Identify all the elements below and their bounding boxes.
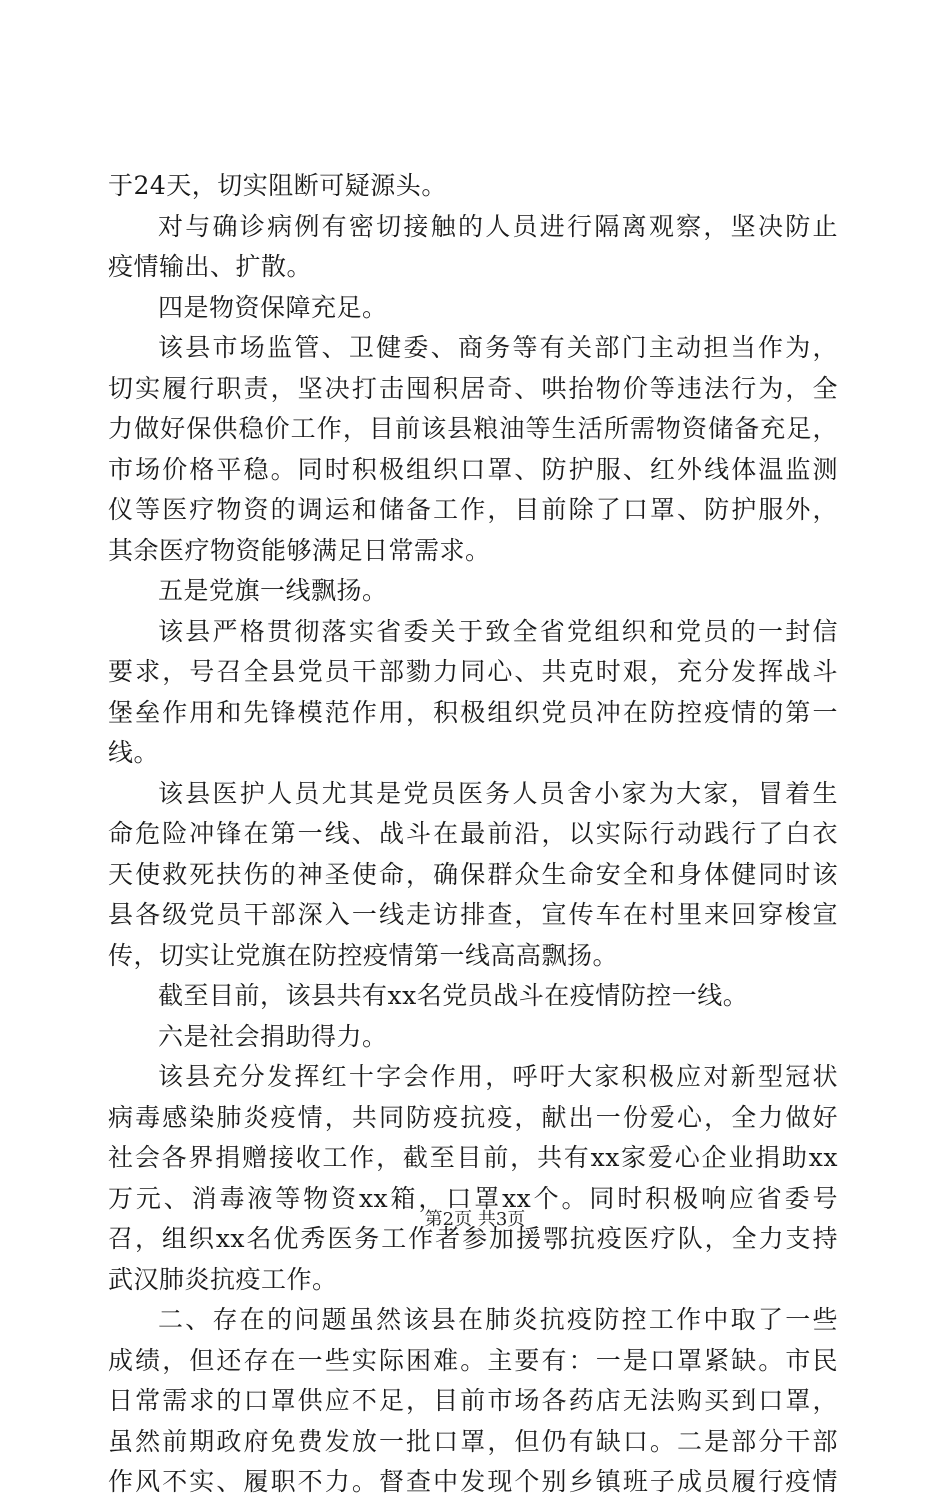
text-line: 该县医护人员尤其是党员医务人员舍小家为大家，冒着生	[158, 778, 838, 808]
text-line: 线。	[108, 738, 160, 767]
text-line: 武汉肺炎抗疫工作。	[108, 1264, 338, 1294]
text-line: 切实履行职责，坚决打击囤积居奇、哄抬物价等违法行为，全	[108, 373, 838, 403]
text-line: 县各级党员干部深入一线走访排查，宣传车在村里来回穿梭宣	[108, 900, 838, 929]
text-line: 要求，号召全县党员干部勠力同心、共克时艰，充分发挥战斗	[108, 657, 838, 686]
text-line: 市场价格平稳。同时积极组织口罩、防护服、红外线体温监测	[108, 454, 838, 484]
text-line: 其余医疗物资能够满足日常需求。	[108, 535, 491, 565]
page-footer	[0, 1208, 950, 1232]
text-line: 万元、消毒液等物资xx箱，口罩xx个。同时积极响应省委号	[108, 1183, 838, 1213]
text-line: 二、存在的问题虽然该县在肺炎抗疫防控工作中取了一些	[158, 1305, 838, 1334]
text-line: 该县充分发挥红十字会作用，呼吁大家积极应对新型冠状	[158, 1062, 838, 1091]
text-line: 社会各界捐赠接收工作，截至目前，共有xx家爱心企业捐助xx	[108, 1143, 838, 1172]
text-line: 传，切实让党旗在防控疫情第一线高高飘扬。	[108, 940, 619, 970]
text-line: 力做好保供稳价工作，目前该县粮油等生活所需物资储备充足，	[108, 414, 838, 443]
text-line: 病毒感染肺炎疫情，共同防疫抗疫，献出一份爱心，全力做好	[108, 1102, 838, 1132]
text-line: 该县严格贯彻落实省委关于致全省党组织和党员的一封信	[158, 616, 838, 646]
text-line: 虽然前期政府免费发放一批口罩，但仍有缺口。二是部分干部	[108, 1426, 838, 1456]
text-line: 召，组织xx名优秀医务工作者参加援鄂抗疫医疗队，全力支持	[108, 1224, 838, 1253]
text-line: 天使救死扶伤的神圣使命，确保群众生命安全和身体健同时该	[108, 859, 838, 889]
text-line: 成绩，但还存在一些实际困难。主要有：一是口罩紧缺。市民	[108, 1345, 838, 1375]
text-line: 仪等医疗物资的调运和储备工作，目前除了口罩、防护服外，	[108, 495, 838, 524]
document-body	[108, 166, 838, 1503]
text-line: 堡垒作用和先锋模范作用，积极组织党员冲在防控疫情的第一	[108, 697, 838, 727]
text-line: 对与确诊病例有密切接触的人员进行隔离观察，坚决防止	[158, 211, 838, 241]
text-line: 疫情输出、扩散。	[108, 252, 313, 281]
text-line: 五是党旗一线飘扬。	[158, 576, 388, 605]
text-line: 作风不实、履职不力。督查中发现个别乡镇班子成员履行疫情	[108, 1467, 838, 1496]
text-line: 日常需求的口罩供应不足，目前市场各药店无法购买到口罩，	[108, 1386, 838, 1415]
text-line: 四是物资保障充足。	[158, 292, 388, 322]
text-line: 命危险冲锋在第一线、战斗在最前沿，以实际行动践行了白衣	[108, 819, 838, 848]
page-number-label: 第2页 共3页	[424, 1209, 526, 1230]
text-line: 该县市场监管、卫健委、商务等有关部门主动担当作为，	[158, 333, 838, 362]
text-line: 截至目前，该县共有xx名党员战斗在疫情防控一线。	[158, 981, 749, 1010]
text-line: 于24天，切实阻断可疑源头。	[108, 171, 447, 200]
text-line: 六是社会捐助得力。	[158, 1021, 388, 1051]
